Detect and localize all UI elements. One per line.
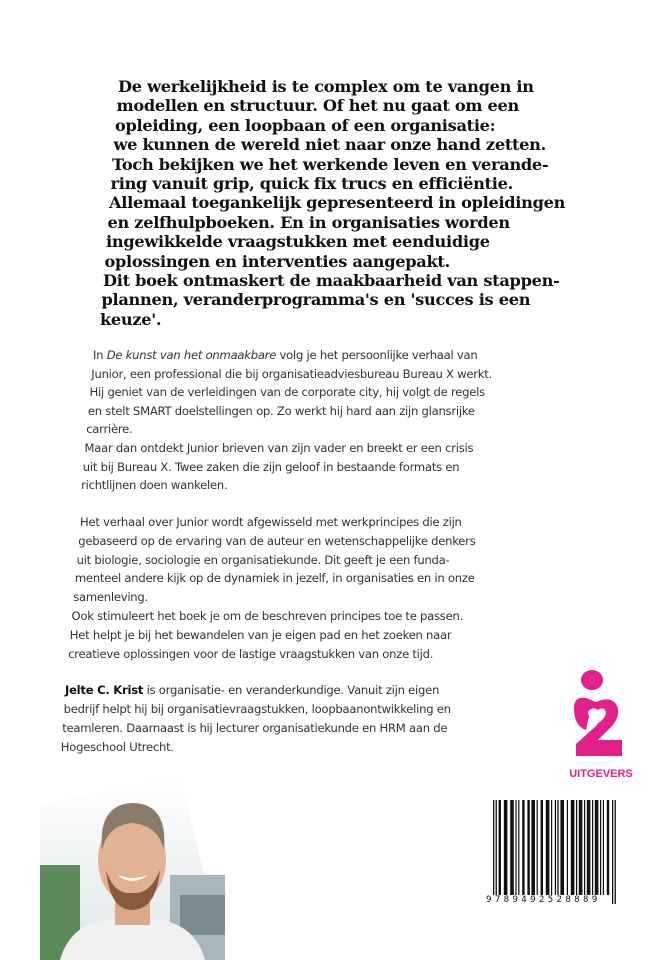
principles-line: uit biologie, sociologie en organisatiekunde. Dit geeft je een funda- bbox=[76, 552, 450, 567]
barcode-bar bbox=[584, 800, 585, 895]
barcode-bar bbox=[537, 800, 538, 895]
barcode-bar bbox=[522, 800, 524, 895]
barcode-bar bbox=[531, 800, 535, 895]
barcode-bar bbox=[607, 800, 609, 895]
barcode-bar bbox=[555, 800, 556, 904]
intro-line: Allemaal toegankelijk gepresenteerd in opleidingen bbox=[109, 193, 566, 213]
principles-line: menteel andere kijk op de dynamiek in jezelf, in organisaties en in onze bbox=[74, 571, 475, 586]
barcode-bar bbox=[551, 800, 552, 895]
story-line bbox=[0, 346, 492, 365]
s2-logo-icon bbox=[566, 668, 636, 768]
story-line: richtlijnen doen wankelen. bbox=[81, 478, 228, 493]
publisher-logo bbox=[566, 668, 636, 783]
publisher-name: UITGEVERS bbox=[569, 768, 633, 780]
principles-line: Het helpt je bij het bewandelen van je eigen pad en het zoeken naar bbox=[69, 627, 452, 642]
intro-line: ingewikkelde vraagstukken met eenduidige bbox=[106, 232, 490, 252]
intro-line: en zelfhulpboeken. En in organisaties worden bbox=[107, 212, 510, 232]
story-line: Maar dan ontdekt Junior brieven van zijn vader en breekt er een crisis bbox=[84, 440, 474, 455]
barcode-bar bbox=[579, 800, 583, 895]
barcode-bar bbox=[515, 800, 516, 895]
book-title: De kunst van het onmaakbare bbox=[106, 348, 277, 362]
principles-line: Het verhaal over Junior wordt afgewisseld met werkprincipes die zijn bbox=[80, 515, 462, 529]
story-line: Hij geniet van de verleidingen van de corporate city, hij volgt de regels bbox=[89, 385, 485, 400]
principles-line: samenleving. bbox=[73, 590, 148, 605]
bio-line: Hogeschool Utrecht. bbox=[60, 740, 174, 754]
barcode-bar bbox=[496, 800, 497, 904]
barcode-bar bbox=[560, 800, 564, 895]
intro-line: modellen en structuur. Of het nu gaat om een bbox=[116, 96, 520, 116]
barcode-bar bbox=[615, 800, 616, 904]
barcode-bar bbox=[592, 800, 593, 895]
principles-line: creatieve oplossingen voor de lastige vraagstukken van onze tijd. bbox=[68, 646, 434, 661]
bio-line bbox=[0, 681, 451, 700]
barcode-bar bbox=[612, 800, 613, 904]
intro-line: De werkelijkheid is te complex om te vangen in bbox=[118, 77, 534, 96]
intro-line: we kunnen de wereld niet naar onze hand zetten. bbox=[113, 135, 546, 155]
barcode-bar bbox=[600, 800, 601, 895]
intro-line: keuze'. bbox=[100, 309, 162, 329]
barcode-bar bbox=[527, 800, 529, 895]
barcode-bar bbox=[499, 800, 501, 895]
intro-line: plannen, veranderprogramma's en 'succes is een bbox=[101, 290, 531, 310]
barcode-bar bbox=[546, 800, 550, 895]
story-suffix: volg je het persoonlijke verhaal van bbox=[276, 348, 478, 362]
principles-line: Ook stimuleert het boek je om de beschreven principes toe te passen. bbox=[71, 608, 464, 623]
intro-line: ring vanuit grip, quick fix trucs en efficiëntie. bbox=[110, 174, 513, 194]
intro-blurb bbox=[0, 77, 565, 329]
barcode-bar bbox=[587, 800, 591, 895]
story-paragraph bbox=[0, 346, 492, 495]
barcode-bar bbox=[576, 800, 577, 895]
intro-line: opleiding, een loopbaan of een organisatie: bbox=[115, 115, 496, 135]
intro-line: oplossingen en interventies aangepakt. bbox=[104, 251, 450, 271]
story-line: Junior, een professional die bij organisatieadviesbureau Bureau X werkt. bbox=[91, 366, 492, 381]
intro-line: Toch bekijken we het werkende leven en verande- bbox=[112, 154, 549, 174]
bio-suffix: is organisatie- en veranderkundige. Vanuit zijn eigen bbox=[143, 683, 440, 697]
barcode-bar bbox=[557, 800, 558, 904]
barcode-bar bbox=[595, 800, 599, 895]
principles-paragraph bbox=[0, 513, 475, 663]
author-name: Jelte C. Krist bbox=[65, 683, 144, 697]
barcode-bar bbox=[541, 800, 543, 895]
author-photo bbox=[40, 775, 225, 960]
story-prefix: In bbox=[93, 348, 107, 362]
author-bio bbox=[0, 681, 451, 757]
barcode-bar bbox=[603, 800, 604, 895]
bio-line: teamleren. Daarnaast is hij lecturer organisatiekunde en HRM aan de bbox=[62, 721, 448, 735]
isbn-number: 9789492528889 bbox=[486, 895, 601, 905]
barcode-bar bbox=[510, 800, 514, 895]
barcode-bar bbox=[571, 800, 575, 895]
story-line: en stelt SMART doelstellingen op. Zo werkt hij hard aan zijn glansrijke bbox=[87, 403, 475, 418]
barcode-bar bbox=[504, 800, 508, 895]
barcode-bar bbox=[518, 800, 519, 895]
principles-line: gebaseerd op de ervaring van de auteur en wetenschappelijke denkers bbox=[78, 533, 476, 548]
story-line: uit bij Bureau X. Twee zaken die zijn geloof in bestaande formats en bbox=[82, 459, 460, 474]
barcode-icon bbox=[483, 800, 633, 910]
barcode-bar bbox=[493, 800, 494, 904]
bio-line: bedrijf helpt hij bij organisatievraagstukken, loopbaanontwikkeling en bbox=[63, 702, 451, 716]
story-line: carrière. bbox=[86, 422, 133, 437]
intro-line: Dit boek ontmaskert de maakbaarheid van stappen- bbox=[103, 271, 560, 291]
barcode-bar bbox=[567, 800, 568, 895]
